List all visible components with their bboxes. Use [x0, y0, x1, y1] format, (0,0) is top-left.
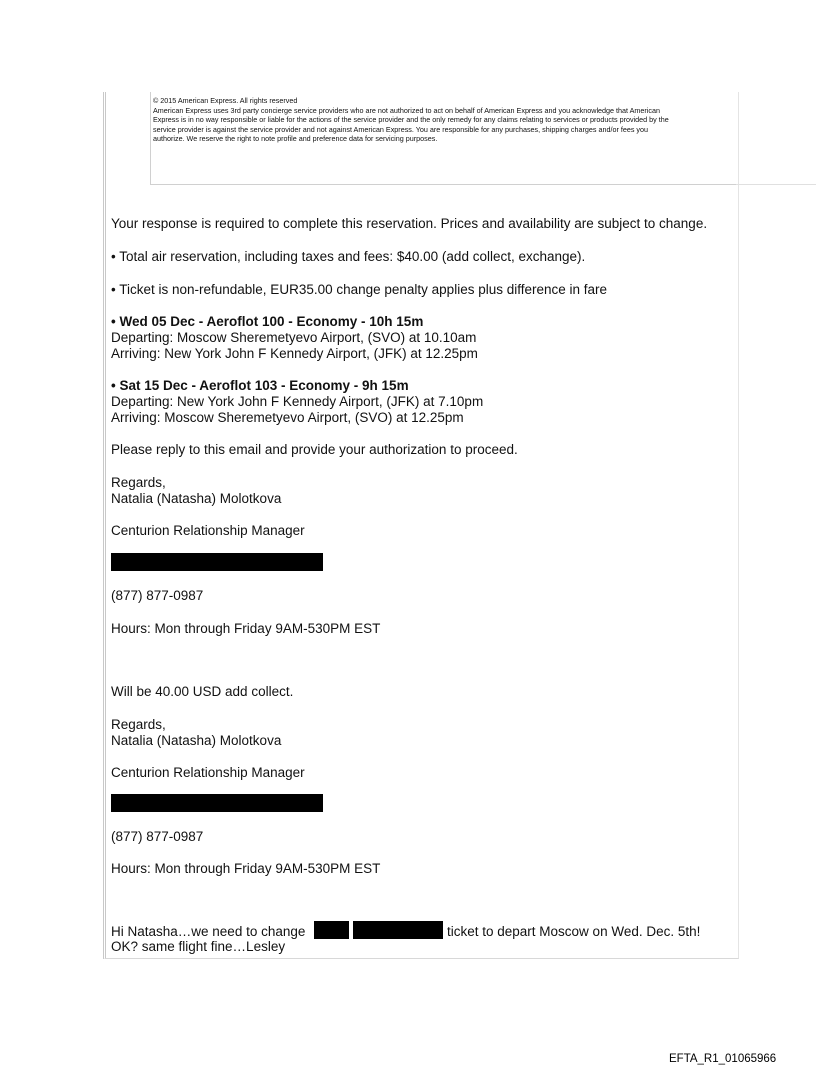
legal-line: service provider is against the service provider and not against American Express. You are responsible for any purchases, shipping charges and/or fees you [153, 124, 649, 134]
redacted-block [111, 553, 323, 571]
reply-instruction: Please reply to this email and provide your authorization to proceed. [111, 442, 518, 457]
legal-line: authorize. We reserve the right to note profile and preference data for servicing purposes. [153, 134, 438, 144]
legal-line: Express is in no way responsible or liable for the actions of the service provider and the only remedy for any claims relating to services or products provided by the [153, 115, 669, 125]
signature-hours: Hours: Mon through Friday 9AM-530PM EST [111, 861, 381, 876]
flight1-arriving: Arriving: New York John F Kennedy Airport, (JFK) at 12.25pm [111, 346, 478, 361]
redacted-block [353, 921, 443, 939]
flight1-header: • Wed 05 Dec - Aeroflot 100 - Economy - 10h 15m [111, 314, 424, 329]
signature-phone: (877) 877-0987 [111, 829, 204, 844]
signature-title: Centurion Relationship Manager [111, 765, 305, 780]
flight2-arriving: Arriving: Moscow Sheremetyevo Airport, (SVO) at 12.25pm [111, 410, 464, 425]
signature-regards: Regards, [111, 475, 166, 490]
bullet-total-reservation: • Total air reservation, including taxes and fees: $40.00 (add collect, exchange). [111, 249, 586, 264]
flight1-departing: Departing: Moscow Sheremetyevo Airport, (SVO) at 10.10am [111, 330, 477, 345]
change-request-followup: OK? same flight fine…Lesley [111, 939, 286, 954]
add-collect-message: Will be 40.00 USD add collect. [111, 684, 294, 699]
signature-name: Natalia (Natasha) Molotkova [111, 733, 282, 748]
response-required-text: Your response is required to complete this reservation. Prices and availability are subject to change. [111, 216, 708, 231]
signature-phone: (877) 877-0987 [111, 588, 204, 603]
signature-hours: Hours: Mon through Friday 9AM-530PM EST [111, 621, 381, 636]
legal-notice [153, 96, 816, 144]
signature-name: Natalia (Natasha) Molotkova [111, 491, 282, 506]
document-id: EFTA_R1_01065966 [669, 1053, 777, 1065]
signature-regards: Regards, [111, 717, 166, 732]
change-request-end: ticket to depart Moscow on Wed. Dec. 5th! [447, 924, 701, 939]
redacted-block [314, 921, 349, 939]
divider [736, 184, 816, 185]
signature-title: Centurion Relationship Manager [111, 523, 305, 538]
flight2-header: • Sat 15 Dec - Aeroflot 103 - Economy - 9h 15m [111, 378, 409, 393]
flight2-departing: Departing: New York John F Kennedy Airport, (JFK) at 7.10pm [111, 394, 484, 409]
legal-line: American Express uses 3rd party concierge service providers who are not authorized to act on behalf of American Express and you acknowledge that American [153, 105, 660, 115]
legal-copyright: © 2015 American Express. All rights reserved [153, 96, 298, 105]
redacted-block [111, 794, 323, 812]
bullet-ticket-terms: • Ticket is non-refundable, EUR35.00 change penalty applies plus difference in fare [111, 282, 608, 297]
change-request-start: Hi Natasha…we need to change [111, 924, 306, 939]
